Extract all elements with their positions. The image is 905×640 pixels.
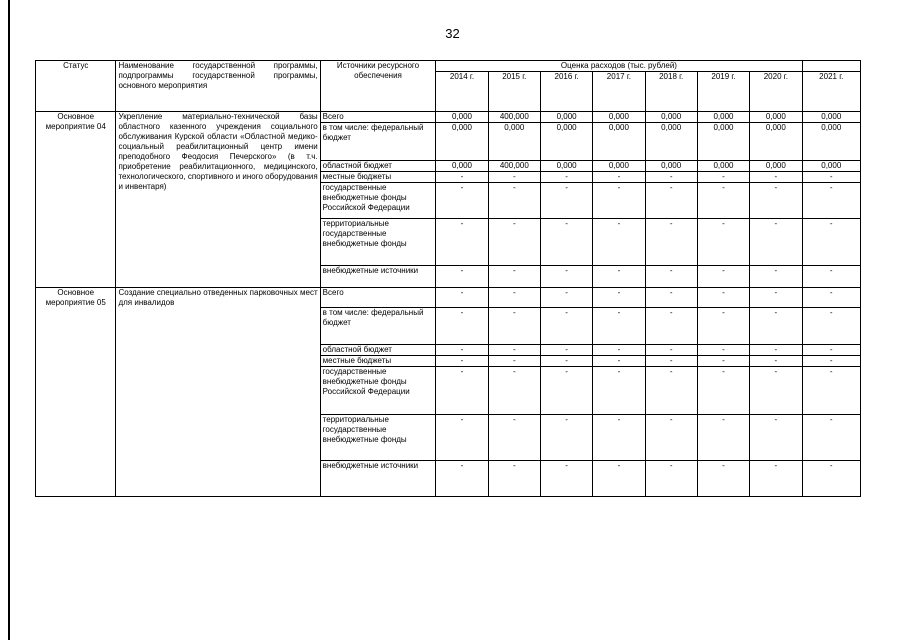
value-cell: 400,000 (488, 161, 540, 172)
value-cell: 0,000 (645, 123, 697, 161)
value-cell: - (436, 219, 488, 266)
value-cell: - (540, 266, 592, 288)
source-label: Всего (320, 112, 436, 123)
value-cell: 0,000 (436, 123, 488, 161)
value-cell: - (697, 415, 749, 461)
value-cell: - (802, 219, 860, 266)
value-cell: - (488, 356, 540, 367)
value-cell: - (645, 308, 697, 345)
value-cell: - (436, 345, 488, 356)
value-cell: - (697, 461, 749, 497)
source-label: местные бюджеты (320, 356, 436, 367)
value-cell: 0,000 (593, 161, 645, 172)
value-cell: - (750, 356, 802, 367)
value-cell: - (540, 345, 592, 356)
value-cell: - (802, 415, 860, 461)
value-cell: - (802, 356, 860, 367)
measure-name: Укрепление материально-технической базы областного казенного учреждения социального обслуживания Курской области «Областной медико-социальный реабилитационный центр имени преподобного Феодосия Печерского» (в т.ч. приобретение реабилитационного, медицинского, технологического, спортивного и иного оборудования и инвентаря) (116, 112, 320, 288)
value-cell: - (802, 308, 860, 345)
header-year-2015: 2015 г. (488, 72, 540, 112)
value-cell: 0,000 (802, 161, 860, 172)
source-label: Всего (320, 288, 436, 308)
value-cell: - (645, 461, 697, 497)
value-cell: 0,000 (540, 161, 592, 172)
source-label: областной бюджет (320, 345, 436, 356)
value-cell: - (750, 308, 802, 345)
source-label: государственные внебюджетные фонды Российской Федерации (320, 367, 436, 415)
value-cell: 0,000 (436, 112, 488, 123)
value-cell: - (697, 367, 749, 415)
value-cell: - (593, 266, 645, 288)
value-cell: - (488, 345, 540, 356)
value-cell: - (488, 461, 540, 497)
header-year-2016: 2016 г. (540, 72, 592, 112)
source-label: территориальные государственные внебюджетные фонды (320, 415, 436, 461)
left-margin-rule (8, 0, 10, 640)
value-cell: - (540, 219, 592, 266)
value-cell: - (697, 356, 749, 367)
value-cell: - (645, 415, 697, 461)
value-cell: - (488, 266, 540, 288)
value-cell: 0,000 (697, 161, 749, 172)
value-cell: 0,000 (540, 112, 592, 123)
source-label: областной бюджет (320, 161, 436, 172)
header-status: Статус (36, 61, 116, 112)
header-year-2018: 2018 г. (645, 72, 697, 112)
budget-table (35, 60, 861, 497)
value-cell: - (540, 308, 592, 345)
source-label: в том числе: федеральный бюджет (320, 123, 436, 161)
value-cell: - (488, 288, 540, 308)
value-cell: - (697, 183, 749, 219)
value-cell: - (750, 461, 802, 497)
value-cell: - (802, 288, 860, 308)
value-cell: - (697, 266, 749, 288)
value-cell: - (802, 345, 860, 356)
value-cell: - (488, 415, 540, 461)
value-cell: - (645, 266, 697, 288)
value-cell: 0,000 (436, 161, 488, 172)
value-cell: - (802, 461, 860, 497)
table-row (36, 112, 861, 123)
source-label: внебюджетные источники (320, 266, 436, 288)
value-cell: - (593, 183, 645, 219)
value-cell: - (593, 172, 645, 183)
value-cell: 0,000 (697, 123, 749, 161)
value-cell: - (540, 288, 592, 308)
value-cell: - (593, 345, 645, 356)
value-cell: - (593, 356, 645, 367)
value-cell: - (540, 183, 592, 219)
value-cell: - (750, 183, 802, 219)
value-cell: 0,000 (750, 123, 802, 161)
value-cell: - (540, 367, 592, 415)
value-cell: - (802, 266, 860, 288)
measure-status: Основное мероприятие 05 (36, 288, 116, 497)
value-cell: - (488, 308, 540, 345)
table-row (36, 288, 861, 308)
header-name: Наименование государственной программы, подпрограммы государственной программы, основного мероприятия (116, 61, 320, 112)
value-cell: 0,000 (645, 161, 697, 172)
value-cell: - (540, 415, 592, 461)
value-cell: 0,000 (540, 123, 592, 161)
header-year-2019: 2019 г. (697, 72, 749, 112)
source-label: государственные внебюджетные фонды Российской Федерации (320, 183, 436, 219)
value-cell: 0,000 (593, 112, 645, 123)
value-cell: - (488, 183, 540, 219)
value-cell: - (436, 266, 488, 288)
value-cell: - (645, 356, 697, 367)
measure-name: Создание специально отведенных парковочных мест для инвалидов (116, 288, 320, 497)
header-sources: Источники ресурсного обеспечения (320, 61, 436, 112)
value-cell: - (593, 288, 645, 308)
value-cell: - (593, 461, 645, 497)
value-cell: - (488, 172, 540, 183)
value-cell: - (750, 345, 802, 356)
value-cell: - (436, 367, 488, 415)
value-cell: - (645, 172, 697, 183)
source-label: территориальные государственные внебюджетные фонды (320, 219, 436, 266)
value-cell: - (436, 356, 488, 367)
value-cell: - (593, 219, 645, 266)
value-cell: - (593, 415, 645, 461)
value-cell: - (645, 288, 697, 308)
value-cell: 0,000 (750, 161, 802, 172)
value-cell: - (750, 288, 802, 308)
value-cell: 0,000 (802, 123, 860, 161)
value-cell: - (697, 288, 749, 308)
value-cell: 0,000 (645, 112, 697, 123)
value-cell: 0,000 (697, 112, 749, 123)
header-year-2017: 2017 г. (593, 72, 645, 112)
value-cell: - (697, 308, 749, 345)
value-cell: - (750, 266, 802, 288)
value-cell: - (697, 172, 749, 183)
value-cell: - (802, 183, 860, 219)
value-cell: - (436, 461, 488, 497)
value-cell: - (802, 367, 860, 415)
value-cell: 0,000 (593, 123, 645, 161)
value-cell: - (645, 345, 697, 356)
header-estimate: Оценка расходов (тыс. рублей) (436, 61, 802, 72)
value-cell: 0,000 (488, 123, 540, 161)
value-cell: - (645, 183, 697, 219)
value-cell: - (645, 367, 697, 415)
measure-status: Основное мероприятие 04 (36, 112, 116, 288)
value-cell: - (436, 172, 488, 183)
value-cell: - (593, 367, 645, 415)
value-cell: - (436, 308, 488, 345)
value-cell: - (436, 183, 488, 219)
header-year-2020: 2020 г. (750, 72, 802, 112)
value-cell: - (436, 288, 488, 308)
value-cell: - (540, 461, 592, 497)
value-cell: - (697, 219, 749, 266)
value-cell: - (802, 172, 860, 183)
value-cell: - (750, 172, 802, 183)
page-number: 32 (445, 26, 460, 41)
value-cell: - (488, 367, 540, 415)
value-cell: - (750, 415, 802, 461)
header-estimate-extra (802, 61, 860, 72)
value-cell: 0,000 (750, 112, 802, 123)
value-cell: - (750, 367, 802, 415)
header-year-2021: 2021 г. (802, 72, 860, 112)
value-cell: - (436, 415, 488, 461)
value-cell: - (488, 219, 540, 266)
header-year-2014: 2014 г. (436, 72, 488, 112)
value-cell: 400,000 (488, 112, 540, 123)
value-cell: - (540, 172, 592, 183)
value-cell: - (697, 345, 749, 356)
value-cell: - (593, 308, 645, 345)
source-label: в том числе: федеральный бюджет (320, 308, 436, 345)
value-cell: - (750, 219, 802, 266)
source-label: местные бюджеты (320, 172, 436, 183)
source-label: внебюджетные источники (320, 461, 436, 497)
value-cell: 0,000 (802, 112, 860, 123)
value-cell: - (645, 219, 697, 266)
value-cell: - (540, 356, 592, 367)
